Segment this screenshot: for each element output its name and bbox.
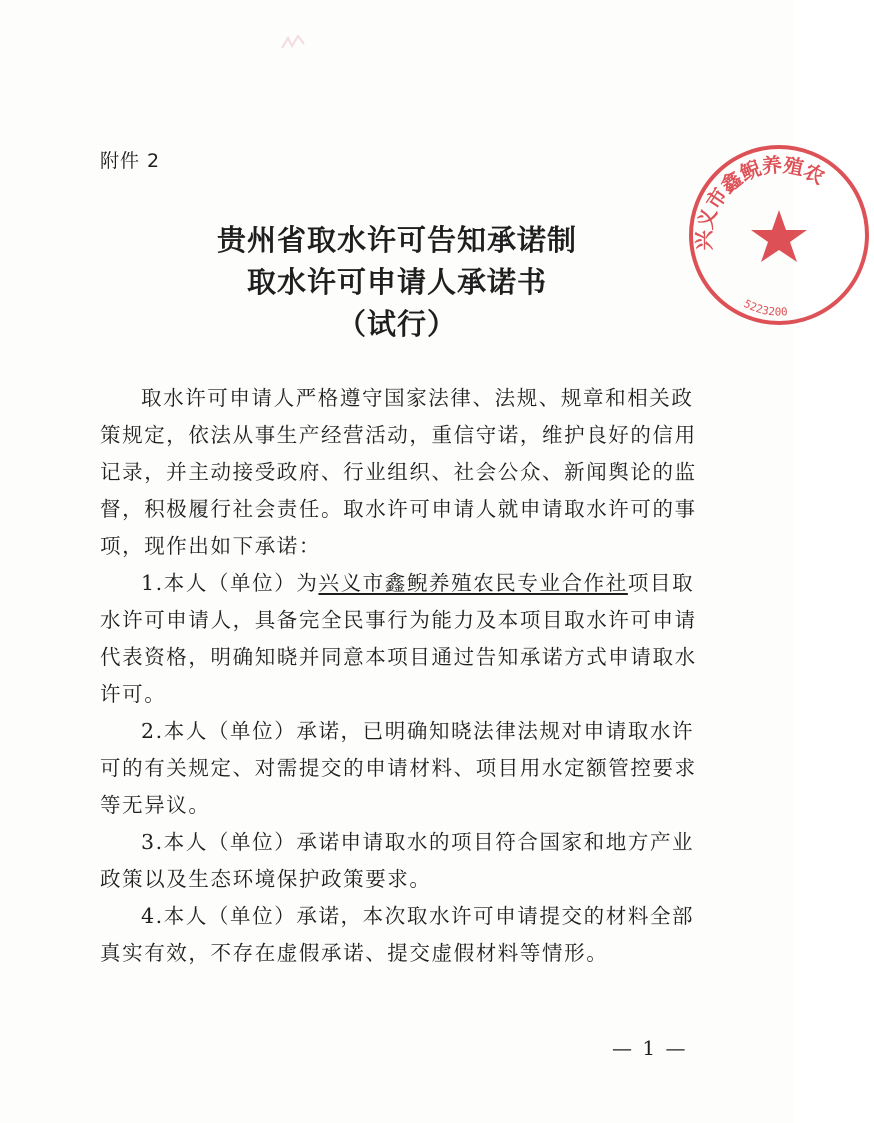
- document-body: [100, 380, 700, 972]
- document-title-line-2: 取水许可申请人承诺书: [246, 265, 547, 299]
- seal-text-path: 兴义市鑫鲵养殖农: [691, 152, 829, 251]
- applicant-name: 兴义市鑫鲵养殖农民专业合作社: [318, 571, 628, 595]
- attachment-label: 附件 2: [100, 150, 161, 172]
- intro-paragraph: 取水许可申请人严格遵守国家法律、法规、规章和相关政策规定，依法从事生产经营活动，重信守诺，维护良好的信用记录，并主动接受政府、行业组织、社会公众、新闻舆论的监督，积极履行社会责任。取水许可申请人就申请取水许可的事项，现作出如下承诺：: [100, 386, 697, 558]
- commitment-1-suffix: 项目取水许可申请人，具备完全民事行为能力及本项目取水许可申请代表资格，明确知晓并同意本项目通过告知承诺方式申请取水许可。: [100, 571, 697, 706]
- scan-artifact-mark: [280, 34, 306, 52]
- commitment-4: 4.本人（单位）承诺，本次取水许可申请提交的材料全部真实有效，不存在虚假承诺、提交虚假材料等情形。: [100, 904, 695, 965]
- seal-star-icon: [751, 210, 807, 262]
- commitment-3: 3.本人（单位）承诺申请取水的项目符合国家和地方产业政策以及生态环境保护政策要求。: [100, 830, 695, 891]
- official-seal-stamp: [684, 140, 874, 330]
- page-number: — 1 —: [612, 1036, 688, 1060]
- seal-code: [742, 297, 788, 318]
- document-title-line-3: （试行）: [336, 307, 457, 341]
- commitment-1-prefix: 1.本人（单位）为: [141, 571, 319, 595]
- commitment-2: 2.本人（单位）承诺，已明确知晓法律法规对申请取水许可的有关规定、对需提交的申请材料、项目用水定额管控要求等无异议。: [100, 719, 697, 817]
- commitment-1: [100, 565, 700, 713]
- document-title-line-1: 贵州省取水许可告知承诺制: [216, 223, 577, 257]
- seal-code-path: 5223200: [741, 297, 789, 319]
